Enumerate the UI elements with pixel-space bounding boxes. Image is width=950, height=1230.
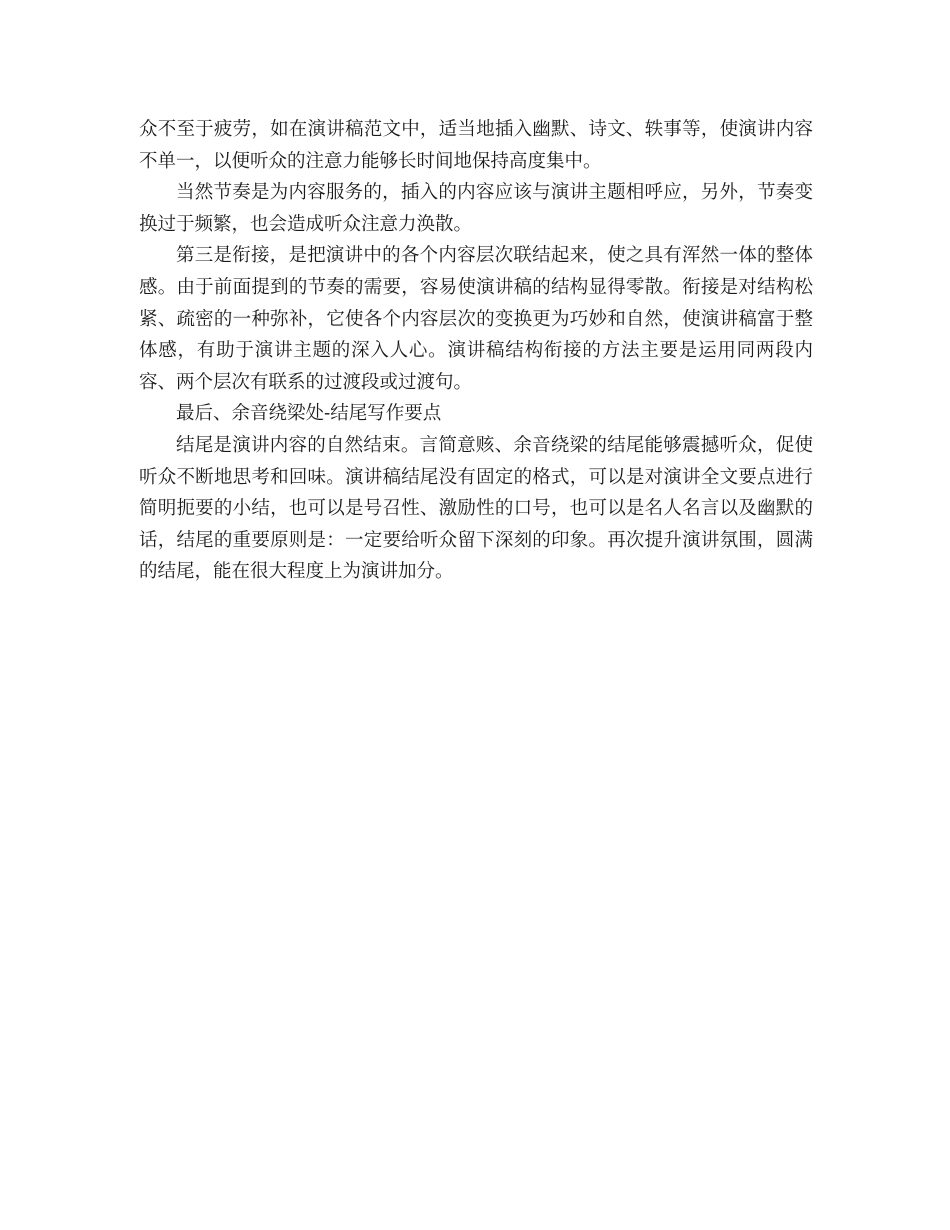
paragraph-rhythm-note: 当然节奏是为内容服务的，插入的内容应该与演讲主题相呼应，另外，节奏变换过于频繁，也会造成听众注意力涣散。: [139, 182, 813, 235]
paragraph-continuation: 众不至于疲劳，如在演讲稿范文中，适当地插入幽默、诗文、轶事等，使演讲内容不单一，以便听众的注意力能够长时间地保持高度集中。: [139, 119, 813, 172]
paragraph-transition: 第三是衔接，是把演讲中的各个内容层次联结起来，使之具有浑然一体的整体感。由于前面提到的节奏的需要，容易使演讲稿的结构显得零散。衔接是对结构松紧、疏密的一种弥补，它使各个内容层次的变换更为巧妙和自然，使演讲稿富于整体感，有助于演讲主题的深入人心。演讲稿结构衔接的方法主要是运用同两段内容、两个层次有联系的过渡段或过渡句。: [139, 245, 813, 393]
document-body: [139, 114, 813, 588]
section-heading-ending: 最后、余音绕梁处-结尾写作要点: [176, 403, 442, 425]
paragraph-ending: 结尾是演讲内容的自然结束。言简意赅、余音绕梁的结尾能够震撼听众，促使听众不断地思考和回味。演讲稿结尾没有固定的格式，可以是对演讲全文要点进行简明扼要的小结，也可以是号召性、激励性的口号，也可以是名人名言以及幽默的话，结尾的重要原则是：一定要给听众留下深刻的印象。再次提升演讲氛围，圆满的结尾，能在很大程度上为演讲加分。: [139, 434, 813, 583]
